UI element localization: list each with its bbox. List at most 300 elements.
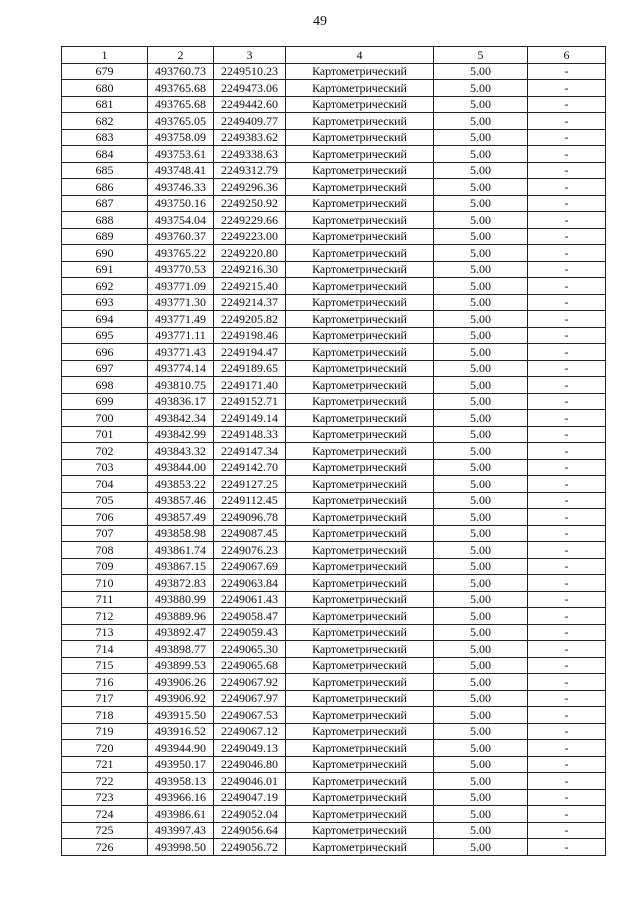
x-coordinate-cell: 493843.32 bbox=[148, 443, 214, 460]
method-cell: Картометрический bbox=[286, 228, 434, 245]
note-cell: - bbox=[528, 806, 606, 823]
method-cell: Картометрический bbox=[286, 443, 434, 460]
y-coordinate-cell: 2249061.43 bbox=[214, 591, 286, 608]
table-row bbox=[62, 476, 606, 493]
method-cell: Картометрический bbox=[286, 63, 434, 80]
point-number-cell: 690 bbox=[62, 245, 148, 262]
y-coordinate-cell: 2249409.77 bbox=[214, 113, 286, 130]
note-cell: - bbox=[528, 822, 606, 839]
accuracy-cell: 5.00 bbox=[434, 806, 528, 823]
y-coordinate-cell: 2249047.19 bbox=[214, 789, 286, 806]
point-number-cell: 691 bbox=[62, 261, 148, 278]
accuracy-cell: 5.00 bbox=[434, 476, 528, 493]
x-coordinate-cell: 493758.09 bbox=[148, 129, 214, 146]
x-coordinate-cell: 493765.68 bbox=[148, 96, 214, 113]
y-coordinate-cell: 2249296.36 bbox=[214, 179, 286, 196]
x-coordinate-cell: 493906.26 bbox=[148, 674, 214, 691]
x-coordinate-cell: 493916.52 bbox=[148, 723, 214, 740]
accuracy-cell: 5.00 bbox=[434, 311, 528, 328]
accuracy-cell: 5.00 bbox=[434, 360, 528, 377]
method-cell: Картометрический bbox=[286, 294, 434, 311]
method-cell: Картометрический bbox=[286, 96, 434, 113]
method-cell: Картометрический bbox=[286, 806, 434, 823]
point-number-cell: 711 bbox=[62, 591, 148, 608]
method-cell: Картометрический bbox=[286, 707, 434, 724]
table-row bbox=[62, 146, 606, 163]
method-cell: Картометрический bbox=[286, 360, 434, 377]
y-coordinate-cell: 2249147.34 bbox=[214, 443, 286, 460]
point-number-cell: 706 bbox=[62, 509, 148, 526]
x-coordinate-cell: 493986.61 bbox=[148, 806, 214, 823]
y-coordinate-cell: 2249312.79 bbox=[214, 162, 286, 179]
accuracy-cell: 5.00 bbox=[434, 146, 528, 163]
method-cell: Картометрический bbox=[286, 657, 434, 674]
y-coordinate-cell: 2249442.60 bbox=[214, 96, 286, 113]
method-cell: Картометрический bbox=[286, 377, 434, 394]
accuracy-cell: 5.00 bbox=[434, 195, 528, 212]
note-cell: - bbox=[528, 377, 606, 394]
x-coordinate-cell: 493765.05 bbox=[148, 113, 214, 130]
point-number-cell: 698 bbox=[62, 377, 148, 394]
note-cell: - bbox=[528, 558, 606, 575]
point-number-cell: 695 bbox=[62, 327, 148, 344]
y-coordinate-cell: 2249112.45 bbox=[214, 492, 286, 509]
x-coordinate-cell: 493853.22 bbox=[148, 476, 214, 493]
accuracy-cell: 5.00 bbox=[434, 80, 528, 97]
note-cell: - bbox=[528, 476, 606, 493]
method-cell: Картометрический bbox=[286, 344, 434, 361]
note-cell: - bbox=[528, 63, 606, 80]
table-row bbox=[62, 96, 606, 113]
x-coordinate-cell: 493750.16 bbox=[148, 195, 214, 212]
table-row bbox=[62, 410, 606, 427]
table-row bbox=[62, 129, 606, 146]
x-coordinate-cell: 493754.04 bbox=[148, 212, 214, 229]
point-number-cell: 714 bbox=[62, 641, 148, 658]
point-number-cell: 700 bbox=[62, 410, 148, 427]
accuracy-cell: 5.00 bbox=[434, 261, 528, 278]
note-cell: - bbox=[528, 509, 606, 526]
table-row bbox=[62, 591, 606, 608]
note-cell: - bbox=[528, 426, 606, 443]
table-row bbox=[62, 80, 606, 97]
table-row bbox=[62, 294, 606, 311]
accuracy-cell: 5.00 bbox=[434, 443, 528, 460]
note-cell: - bbox=[528, 228, 606, 245]
y-coordinate-cell: 2249214.37 bbox=[214, 294, 286, 311]
table-row bbox=[62, 575, 606, 592]
method-cell: Картометрический bbox=[286, 278, 434, 295]
method-cell: Картометрический bbox=[286, 410, 434, 427]
accuracy-cell: 5.00 bbox=[434, 393, 528, 410]
table-row bbox=[62, 789, 606, 806]
y-coordinate-cell: 2249059.43 bbox=[214, 624, 286, 641]
method-cell: Картометрический bbox=[286, 261, 434, 278]
table-row bbox=[62, 327, 606, 344]
point-number-cell: 717 bbox=[62, 690, 148, 707]
table-row bbox=[62, 393, 606, 410]
column-header: 3 bbox=[214, 47, 286, 64]
accuracy-cell: 5.00 bbox=[434, 113, 528, 130]
table-row bbox=[62, 707, 606, 724]
table-row bbox=[62, 756, 606, 773]
x-coordinate-cell: 493771.11 bbox=[148, 327, 214, 344]
x-coordinate-cell: 493748.41 bbox=[148, 162, 214, 179]
method-cell: Картометрический bbox=[286, 822, 434, 839]
y-coordinate-cell: 2249510.23 bbox=[214, 63, 286, 80]
y-coordinate-cell: 2249056.72 bbox=[214, 839, 286, 856]
x-coordinate-cell: 493958.13 bbox=[148, 773, 214, 790]
note-cell: - bbox=[528, 113, 606, 130]
x-coordinate-cell: 493861.74 bbox=[148, 542, 214, 559]
table-row bbox=[62, 162, 606, 179]
y-coordinate-cell: 2249152.71 bbox=[214, 393, 286, 410]
note-cell: - bbox=[528, 344, 606, 361]
x-coordinate-cell: 493836.17 bbox=[148, 393, 214, 410]
method-cell: Картометрический bbox=[286, 608, 434, 625]
method-cell: Картометрический bbox=[286, 690, 434, 707]
table-row bbox=[62, 261, 606, 278]
point-number-cell: 692 bbox=[62, 278, 148, 295]
method-cell: Картометрический bbox=[286, 591, 434, 608]
method-cell: Картометрический bbox=[286, 525, 434, 542]
table-row bbox=[62, 542, 606, 559]
point-number-cell: 702 bbox=[62, 443, 148, 460]
note-cell: - bbox=[528, 96, 606, 113]
table-row bbox=[62, 492, 606, 509]
table-row bbox=[62, 558, 606, 575]
accuracy-cell: 5.00 bbox=[434, 542, 528, 559]
y-coordinate-cell: 2249473.06 bbox=[214, 80, 286, 97]
note-cell: - bbox=[528, 707, 606, 724]
method-cell: Картометрический bbox=[286, 575, 434, 592]
method-cell: Картометрический bbox=[286, 113, 434, 130]
accuracy-cell: 5.00 bbox=[434, 822, 528, 839]
method-cell: Картометрический bbox=[286, 558, 434, 575]
point-number-cell: 682 bbox=[62, 113, 148, 130]
note-cell: - bbox=[528, 195, 606, 212]
y-coordinate-cell: 2249229.66 bbox=[214, 212, 286, 229]
point-number-cell: 686 bbox=[62, 179, 148, 196]
y-coordinate-cell: 2249148.33 bbox=[214, 426, 286, 443]
note-cell: - bbox=[528, 212, 606, 229]
y-coordinate-cell: 2249067.53 bbox=[214, 707, 286, 724]
accuracy-cell: 5.00 bbox=[434, 245, 528, 262]
x-coordinate-cell: 493774.14 bbox=[148, 360, 214, 377]
note-cell: - bbox=[528, 162, 606, 179]
x-coordinate-cell: 493760.73 bbox=[148, 63, 214, 80]
table-row bbox=[62, 822, 606, 839]
accuracy-cell: 5.00 bbox=[434, 789, 528, 806]
point-number-cell: 720 bbox=[62, 740, 148, 757]
y-coordinate-cell: 2249067.12 bbox=[214, 723, 286, 740]
table-row bbox=[62, 228, 606, 245]
y-coordinate-cell: 2249149.14 bbox=[214, 410, 286, 427]
x-coordinate-cell: 493857.49 bbox=[148, 509, 214, 526]
method-cell: Картометрический bbox=[286, 311, 434, 328]
column-header: 1 bbox=[62, 47, 148, 64]
accuracy-cell: 5.00 bbox=[434, 558, 528, 575]
method-cell: Картометрический bbox=[286, 740, 434, 757]
y-coordinate-cell: 2249046.01 bbox=[214, 773, 286, 790]
note-cell: - bbox=[528, 773, 606, 790]
table-row bbox=[62, 179, 606, 196]
y-coordinate-cell: 2249171.40 bbox=[214, 377, 286, 394]
table-row bbox=[62, 509, 606, 526]
x-coordinate-cell: 493810.75 bbox=[148, 377, 214, 394]
accuracy-cell: 5.00 bbox=[434, 525, 528, 542]
method-cell: Картометрический bbox=[286, 146, 434, 163]
note-cell: - bbox=[528, 294, 606, 311]
point-number-cell: 703 bbox=[62, 459, 148, 476]
point-number-cell: 688 bbox=[62, 212, 148, 229]
accuracy-cell: 5.00 bbox=[434, 707, 528, 724]
table-row bbox=[62, 641, 606, 658]
point-number-cell: 712 bbox=[62, 608, 148, 625]
table-row bbox=[62, 377, 606, 394]
accuracy-cell: 5.00 bbox=[434, 179, 528, 196]
accuracy-cell: 5.00 bbox=[434, 228, 528, 245]
note-cell: - bbox=[528, 327, 606, 344]
point-number-cell: 713 bbox=[62, 624, 148, 641]
table-row bbox=[62, 63, 606, 80]
point-number-cell: 716 bbox=[62, 674, 148, 691]
note-cell: - bbox=[528, 129, 606, 146]
x-coordinate-cell: 493889.96 bbox=[148, 608, 214, 625]
y-coordinate-cell: 2249096.78 bbox=[214, 509, 286, 526]
table-row bbox=[62, 740, 606, 757]
note-cell: - bbox=[528, 525, 606, 542]
point-number-cell: 685 bbox=[62, 162, 148, 179]
accuracy-cell: 5.00 bbox=[434, 327, 528, 344]
table-row bbox=[62, 212, 606, 229]
point-number-cell: 701 bbox=[62, 426, 148, 443]
x-coordinate-cell: 493906.92 bbox=[148, 690, 214, 707]
table-row bbox=[62, 344, 606, 361]
note-cell: - bbox=[528, 789, 606, 806]
page-number: 49 bbox=[313, 14, 327, 29]
y-coordinate-cell: 2249087.45 bbox=[214, 525, 286, 542]
y-coordinate-cell: 2249223.00 bbox=[214, 228, 286, 245]
note-cell: - bbox=[528, 657, 606, 674]
method-cell: Картометрический bbox=[286, 129, 434, 146]
column-header: 6 bbox=[528, 47, 606, 64]
table-row bbox=[62, 657, 606, 674]
x-coordinate-cell: 493770.53 bbox=[148, 261, 214, 278]
y-coordinate-cell: 2249067.69 bbox=[214, 558, 286, 575]
accuracy-cell: 5.00 bbox=[434, 657, 528, 674]
method-cell: Картометрический bbox=[286, 674, 434, 691]
table-row bbox=[62, 773, 606, 790]
y-coordinate-cell: 2249056.64 bbox=[214, 822, 286, 839]
note-cell: - bbox=[528, 261, 606, 278]
point-number-cell: 721 bbox=[62, 756, 148, 773]
note-cell: - bbox=[528, 80, 606, 97]
x-coordinate-cell: 493771.49 bbox=[148, 311, 214, 328]
point-number-cell: 710 bbox=[62, 575, 148, 592]
table-row bbox=[62, 459, 606, 476]
note-cell: - bbox=[528, 410, 606, 427]
accuracy-cell: 5.00 bbox=[434, 294, 528, 311]
y-coordinate-cell: 2249058.47 bbox=[214, 608, 286, 625]
method-cell: Картометрический bbox=[286, 426, 434, 443]
x-coordinate-cell: 493857.46 bbox=[148, 492, 214, 509]
method-cell: Картометрический bbox=[286, 509, 434, 526]
y-coordinate-cell: 2249127.25 bbox=[214, 476, 286, 493]
x-coordinate-cell: 493998.50 bbox=[148, 839, 214, 856]
table-row bbox=[62, 674, 606, 691]
method-cell: Картометрический bbox=[286, 212, 434, 229]
accuracy-cell: 5.00 bbox=[434, 674, 528, 691]
x-coordinate-cell: 493765.22 bbox=[148, 245, 214, 262]
method-cell: Картометрический bbox=[286, 459, 434, 476]
accuracy-cell: 5.00 bbox=[434, 162, 528, 179]
note-cell: - bbox=[528, 179, 606, 196]
table-row bbox=[62, 195, 606, 212]
point-number-cell: 694 bbox=[62, 311, 148, 328]
y-coordinate-cell: 2249063.84 bbox=[214, 575, 286, 592]
coordinates-table bbox=[61, 46, 606, 856]
column-header: 4 bbox=[286, 47, 434, 64]
y-coordinate-cell: 2249215.40 bbox=[214, 278, 286, 295]
method-cell: Картометрический bbox=[286, 393, 434, 410]
point-number-cell: 680 bbox=[62, 80, 148, 97]
y-coordinate-cell: 2249220.80 bbox=[214, 245, 286, 262]
table-row bbox=[62, 113, 606, 130]
method-cell: Картометрический bbox=[286, 641, 434, 658]
y-coordinate-cell: 2249338.63 bbox=[214, 146, 286, 163]
accuracy-cell: 5.00 bbox=[434, 278, 528, 295]
method-cell: Картометрический bbox=[286, 773, 434, 790]
x-coordinate-cell: 493753.61 bbox=[148, 146, 214, 163]
table-row bbox=[62, 525, 606, 542]
point-number-cell: 696 bbox=[62, 344, 148, 361]
table-row bbox=[62, 360, 606, 377]
accuracy-cell: 5.00 bbox=[434, 410, 528, 427]
table-header-row bbox=[62, 47, 606, 64]
table-row bbox=[62, 690, 606, 707]
table-row bbox=[62, 624, 606, 641]
point-number-cell: 718 bbox=[62, 707, 148, 724]
point-number-cell: 689 bbox=[62, 228, 148, 245]
accuracy-cell: 5.00 bbox=[434, 459, 528, 476]
column-header: 5 bbox=[434, 47, 528, 64]
table-row bbox=[62, 278, 606, 295]
method-cell: Картометрический bbox=[286, 624, 434, 641]
note-cell: - bbox=[528, 608, 606, 625]
note-cell: - bbox=[528, 492, 606, 509]
y-coordinate-cell: 2249076.23 bbox=[214, 542, 286, 559]
column-header: 2 bbox=[148, 47, 214, 64]
method-cell: Картометрический bbox=[286, 723, 434, 740]
point-number-cell: 723 bbox=[62, 789, 148, 806]
note-cell: - bbox=[528, 146, 606, 163]
note-cell: - bbox=[528, 641, 606, 658]
note-cell: - bbox=[528, 542, 606, 559]
table-row bbox=[62, 839, 606, 856]
accuracy-cell: 5.00 bbox=[434, 690, 528, 707]
accuracy-cell: 5.00 bbox=[434, 509, 528, 526]
accuracy-cell: 5.00 bbox=[434, 624, 528, 641]
y-coordinate-cell: 2249205.82 bbox=[214, 311, 286, 328]
method-cell: Картометрический bbox=[286, 492, 434, 509]
accuracy-cell: 5.00 bbox=[434, 63, 528, 80]
method-cell: Картометрический bbox=[286, 245, 434, 262]
y-coordinate-cell: 2249046.80 bbox=[214, 756, 286, 773]
note-cell: - bbox=[528, 839, 606, 856]
accuracy-cell: 5.00 bbox=[434, 591, 528, 608]
accuracy-cell: 5.00 bbox=[434, 575, 528, 592]
method-cell: Картометрический bbox=[286, 327, 434, 344]
x-coordinate-cell: 493746.33 bbox=[148, 179, 214, 196]
point-number-cell: 697 bbox=[62, 360, 148, 377]
method-cell: Картометрический bbox=[286, 80, 434, 97]
table-row bbox=[62, 311, 606, 328]
x-coordinate-cell: 493997.43 bbox=[148, 822, 214, 839]
point-number-cell: 726 bbox=[62, 839, 148, 856]
point-number-cell: 699 bbox=[62, 393, 148, 410]
table-row bbox=[62, 806, 606, 823]
point-number-cell: 704 bbox=[62, 476, 148, 493]
method-cell: Картометрический bbox=[286, 195, 434, 212]
x-coordinate-cell: 493760.37 bbox=[148, 228, 214, 245]
y-coordinate-cell: 2249067.92 bbox=[214, 674, 286, 691]
note-cell: - bbox=[528, 690, 606, 707]
y-coordinate-cell: 2249198.46 bbox=[214, 327, 286, 344]
point-number-cell: 681 bbox=[62, 96, 148, 113]
point-number-cell: 707 bbox=[62, 525, 148, 542]
accuracy-cell: 5.00 bbox=[434, 641, 528, 658]
x-coordinate-cell: 493765.68 bbox=[148, 80, 214, 97]
accuracy-cell: 5.00 bbox=[434, 740, 528, 757]
y-coordinate-cell: 2249049.13 bbox=[214, 740, 286, 757]
table-row bbox=[62, 245, 606, 262]
point-number-cell: 709 bbox=[62, 558, 148, 575]
y-coordinate-cell: 2249383.62 bbox=[214, 129, 286, 146]
note-cell: - bbox=[528, 740, 606, 757]
x-coordinate-cell: 493898.77 bbox=[148, 641, 214, 658]
table-row bbox=[62, 608, 606, 625]
method-cell: Картометрический bbox=[286, 839, 434, 856]
method-cell: Картометрический bbox=[286, 476, 434, 493]
x-coordinate-cell: 493872.83 bbox=[148, 575, 214, 592]
method-cell: Картометрический bbox=[286, 789, 434, 806]
note-cell: - bbox=[528, 756, 606, 773]
accuracy-cell: 5.00 bbox=[434, 492, 528, 509]
method-cell: Картометрический bbox=[286, 179, 434, 196]
note-cell: - bbox=[528, 624, 606, 641]
note-cell: - bbox=[528, 311, 606, 328]
x-coordinate-cell: 493771.43 bbox=[148, 344, 214, 361]
x-coordinate-cell: 493966.16 bbox=[148, 789, 214, 806]
accuracy-cell: 5.00 bbox=[434, 723, 528, 740]
x-coordinate-cell: 493892.47 bbox=[148, 624, 214, 641]
point-number-cell: 715 bbox=[62, 657, 148, 674]
method-cell: Картометрический bbox=[286, 756, 434, 773]
accuracy-cell: 5.00 bbox=[434, 377, 528, 394]
y-coordinate-cell: 2249052.04 bbox=[214, 806, 286, 823]
y-coordinate-cell: 2249216.30 bbox=[214, 261, 286, 278]
note-cell: - bbox=[528, 591, 606, 608]
y-coordinate-cell: 2249142.70 bbox=[214, 459, 286, 476]
point-number-cell: 724 bbox=[62, 806, 148, 823]
accuracy-cell: 5.00 bbox=[434, 212, 528, 229]
note-cell: - bbox=[528, 393, 606, 410]
y-coordinate-cell: 2249194.47 bbox=[214, 344, 286, 361]
point-number-cell: 684 bbox=[62, 146, 148, 163]
x-coordinate-cell: 493858.98 bbox=[148, 525, 214, 542]
note-cell: - bbox=[528, 674, 606, 691]
